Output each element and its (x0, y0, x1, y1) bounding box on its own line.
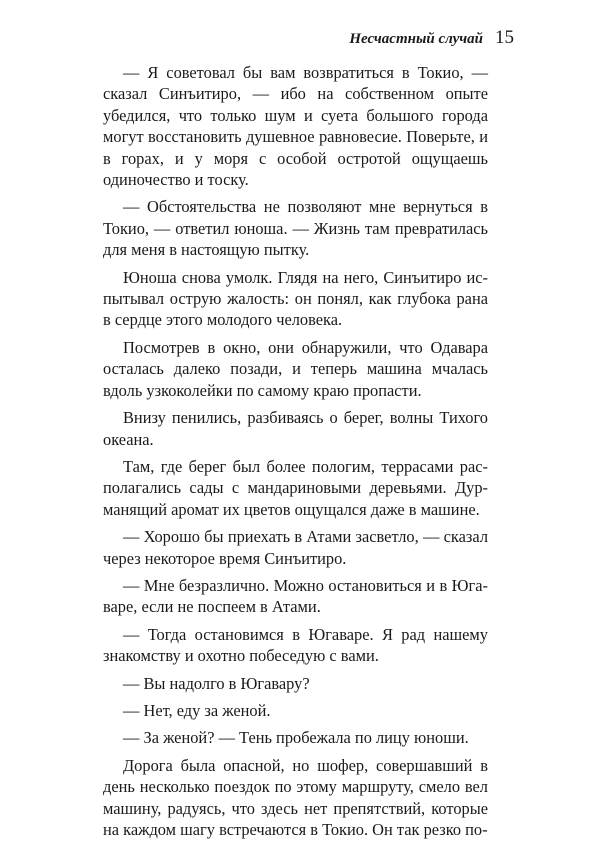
paragraph: — Я советовал бы вам возвратиться в Токио, — сказал Синъитиро, — ибо на собственном опыте убедился, что только шум и суета большого города могут восстановить душевное равновесие. Поверьте, и в горах, и у моря с особой остротой ощущаешь одиночество и тоску. (103, 63, 488, 190)
chapter-title: Несчастный случай (349, 31, 483, 47)
page-number: 15 (495, 27, 514, 48)
running-head (349, 27, 514, 49)
paragraph: — Обстоятельства не позволяют мне вернуться в Токио, — ответил юноша. — Жизнь там превратилась для меня в настоящую пытку. (103, 197, 488, 260)
body-text (103, 62, 488, 846)
paragraph: — Мне безразлично. Можно остановиться и в Югаваре, если не поспеем в Атами. (103, 575, 488, 617)
paragraph: Юноша снова умолк. Глядя на него, Синъитиро испытывал острую жалость: он понял, как глубока рана в сердце этого молодого человека. (103, 267, 488, 330)
paragraph: — Хорошо бы приехать в Атами засветло, — сказал через некоторое время Синъитиро. (103, 527, 488, 568)
paragraph: — За женой? — Тень пробежала по лицу юноши. (123, 728, 469, 748)
paragraph: Там, где берег был более пологим, террасами располагались сады с мандариновыми деревьями. Дурманящий аромат их цветов ощущался даже в машине. (103, 456, 488, 519)
paragraph: Внизу пенились, разбиваясь о берег, волны Тихого океана. (103, 408, 488, 449)
paragraph: — Вы надолго в Югавару? (123, 673, 310, 693)
paragraph: Дорога была опасной, но шофер, совершавший в день несколько поездок по этому маршруту, смело вел машину, радуясь, что здесь нет препятствий, которые на каждом шагу встречаются в Токио. Он так резко по- (103, 755, 488, 839)
paragraph: — Тогда остановимся в Югаваре. Я рад нашему знакомству и охотно побеседую с вами. (103, 624, 488, 666)
paragraph: Посмотрев в окно, они обнаружили, что Одавара осталась далеко позади, и теперь машина мчалась вдоль узкоколейки по самому краю пропасти. (103, 337, 488, 400)
paragraph: — Нет, еду за женой. (123, 700, 271, 720)
